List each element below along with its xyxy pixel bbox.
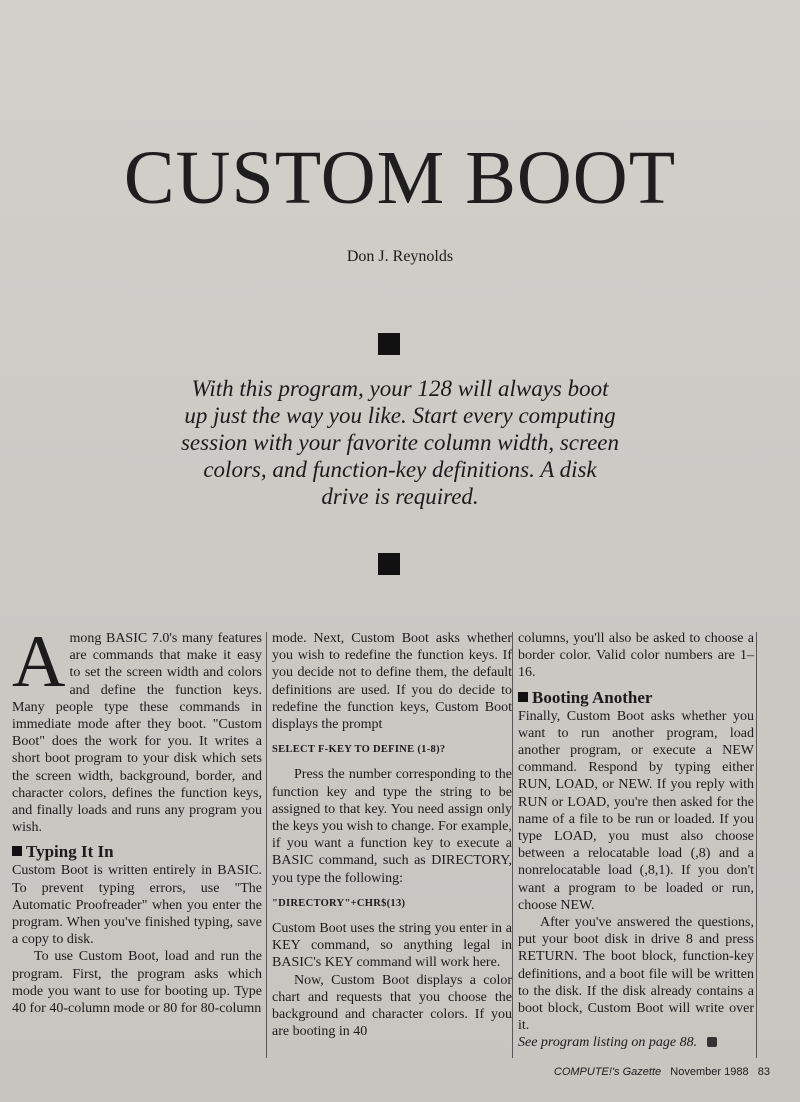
heading-square-icon xyxy=(12,846,22,856)
paragraph: To use Custom Boot, load and run the program. First, the program asks which mode you want to use for booting up. Type 40 for 40-column mode or 80 for 80-column xyxy=(12,949,262,1017)
article-deck: With this program, your 128 will always boot up just the way you like. Start every computing session with your favorite column width, screen colors, and function-key definitions. A disk drive is required. xyxy=(180,376,620,509)
code-example: "DIRECTORY"+CHR$(13) xyxy=(272,897,406,909)
see-listing xyxy=(518,1034,754,1051)
magazine-name: COMPUTE!'s Gazette xyxy=(553,1066,662,1078)
text-column-3 xyxy=(518,630,754,1052)
paragraph: mong BASIC 7.0's many features are commands that make it easy to set the screen width and colors and define the function keys. Many people type these commands in immediate mode after they boot. "Custom Boot" does the work for you. It writes a short boot program to your disk which sets the screen width, background, border, and character colors, defines the function keys, and finally loads and runs any program you wish. xyxy=(12,631,262,836)
heading-square-icon xyxy=(518,692,528,702)
section-heading-text: Typing It In xyxy=(26,842,114,862)
author-byline: Don J. Reynolds xyxy=(346,248,454,265)
paragraph: mode. Next, Custom Boot asks whether you wish to redefine the function keys. If you decide not to define them, the default definitions are used. If you do decide to redefine the function keys, Custom Boot displays the prompt xyxy=(272,631,512,733)
drop-cap: A xyxy=(12,621,66,703)
column-rule xyxy=(266,632,267,1058)
ornament-square-top xyxy=(378,333,400,355)
column-rule xyxy=(756,632,757,1058)
text-column-2 xyxy=(272,630,512,1040)
issue-date: November 1988 xyxy=(670,1066,749,1078)
paragraph: Press the number corresponding to the function key and type the string to be assigned to that key. You need assign only the keys you wish to change. For example, if you want a function key to execute a BASIC command, such as DIRECTORY, you type the following: xyxy=(272,767,512,886)
section-heading xyxy=(518,688,754,707)
article-title: CUSTOM BOOT xyxy=(123,136,677,220)
paragraph: Now, Custom Boot displays a color chart and requests that you choose the background and character colors. If you are booting in 40 xyxy=(272,972,512,1040)
end-of-article-icon xyxy=(707,1037,717,1047)
paragraph: Custom Boot is written entirely in BASIC. To prevent typing errors, use "The Automatic Proofreader" when you enter the program. When you've finished typing, save a copy to disk. xyxy=(12,863,262,948)
section-heading-text: Booting Another xyxy=(532,687,653,707)
paragraph: After you've answered the questions, put your boot disk in drive 8 and press RETURN. The boot block, function-key definitions, and a boot file will be written to the disk. If the disk already contains a boot block, Custom Boot will write over it. xyxy=(518,915,754,1034)
paragraph: columns, you'll also be asked to choose a border color. Valid color numbers are 1–16. xyxy=(518,631,754,681)
page-footer xyxy=(554,1066,770,1078)
column-rule xyxy=(512,632,513,1058)
see-listing-text: See program listing on page 88. xyxy=(518,1035,698,1051)
page-number: 83 xyxy=(757,1066,770,1078)
paragraph: Finally, Custom Boot asks whether you want to run another program, load another program, or execute a NEW command. Respond by typing either RUN, LOAD, or NEW. If you reply with RUN or LOAD, you're then asked for the name of a file to be run or loaded. If you type LOAD, you must also choose between a relocatable load (,8) and a nonrelocatable load (,8,1). If you don't want a program to be loaded or run, choose NEW. xyxy=(518,708,754,913)
paragraph: Custom Boot uses the string you enter in a KEY command, so anything legal in BASIC's KEY command will work here. xyxy=(272,921,512,971)
ornament-square-bottom xyxy=(378,553,400,575)
prompt-text: SELECT F-KEY TO DEFINE (1-8)? xyxy=(272,744,446,756)
text-column-1 xyxy=(12,621,262,1017)
section-heading xyxy=(12,842,262,861)
